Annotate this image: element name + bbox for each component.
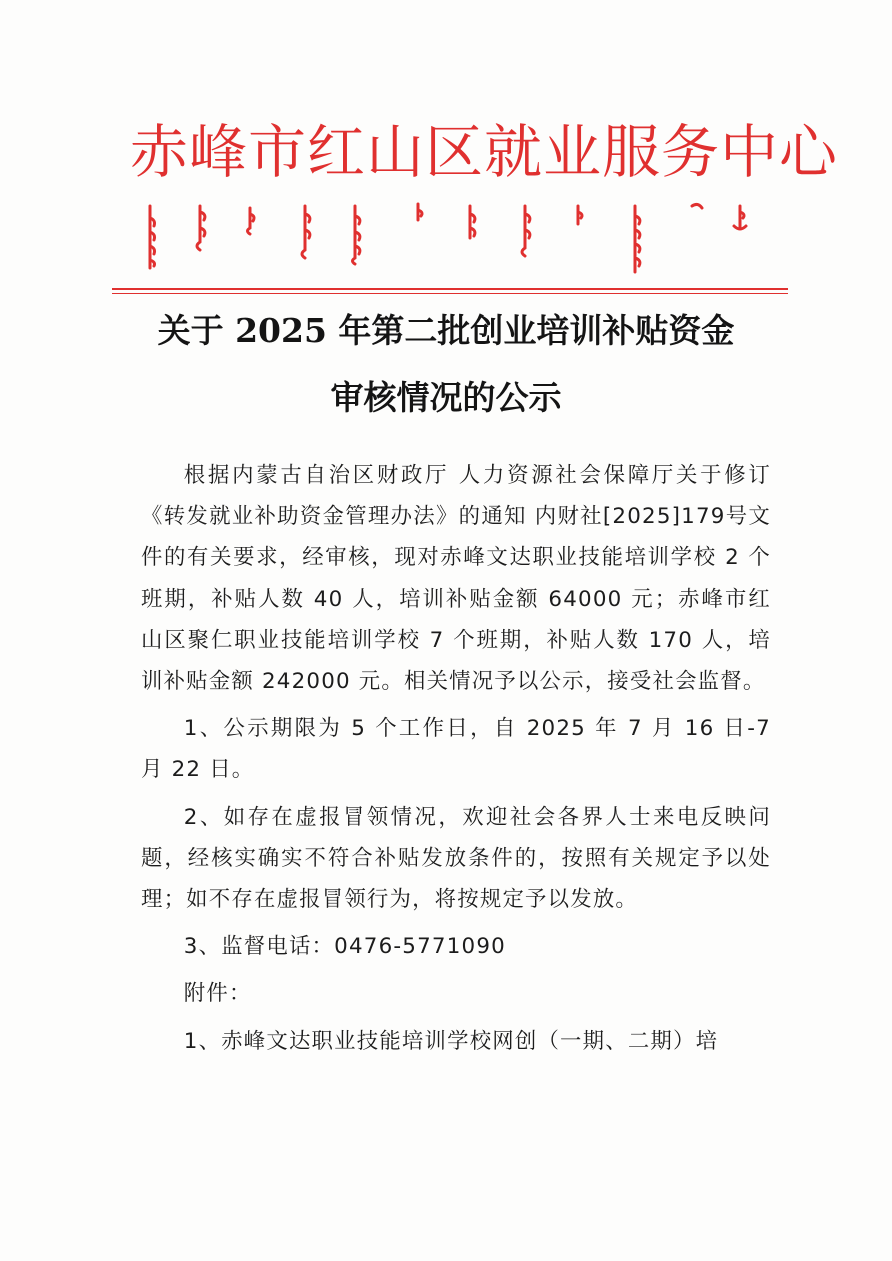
attachment-label: 附件： bbox=[183, 981, 252, 1007]
attachment-item-1: 1、赤峰文达职业技能培训学校网创（一期、二期）培 bbox=[183, 1028, 719, 1054]
letterhead-divider bbox=[112, 288, 788, 290]
notice-item-3: 3、监督电话：0476-5771090 bbox=[183, 934, 506, 960]
document-body bbox=[141, 455, 771, 1062]
letterhead-divider-thin bbox=[112, 293, 788, 294]
notice-item-1: 1、公示期限为 5 个工作日，自 2025 年 7 月 16 日-7 月 22 日。 bbox=[141, 716, 771, 783]
mongolian-script-icon bbox=[140, 198, 760, 278]
notice-item-2: 2、如存在虚报冒领情况，欢迎社会各界人士来电反映问题，经核实确实不符合补贴发放条件的，按照有关规定予以处理；如不存在虚报冒领行为，将按规定予以发放。 bbox=[141, 804, 771, 913]
body-paragraph-1: 根据内蒙古自治区财政厅 人力资源社会保障厅关于修订《转发就业补助资金管理办法》的通知 内财社[2025]179号文件的有关要求，经审核，现对赤峰文达职业技能培训学校 2 个班期，补贴人数 40 人，培训补贴金额 64000 元；赤峰市红山区聚仁职业技能培训学校 7 个班期，补贴人数 170 人，培训补贴金额 242000 元。相关情况予以公示，接受社会监督。 bbox=[141, 463, 771, 695]
letterhead-org-name: 赤峰市红山区就业服务中心 bbox=[130, 118, 839, 186]
mongolian-script-graphic bbox=[140, 198, 760, 278]
document-title-line1: 关于 2025 年第二批创业培训补贴资金 bbox=[157, 311, 735, 350]
document-title-line2: 审核情况的公示 bbox=[330, 378, 562, 417]
